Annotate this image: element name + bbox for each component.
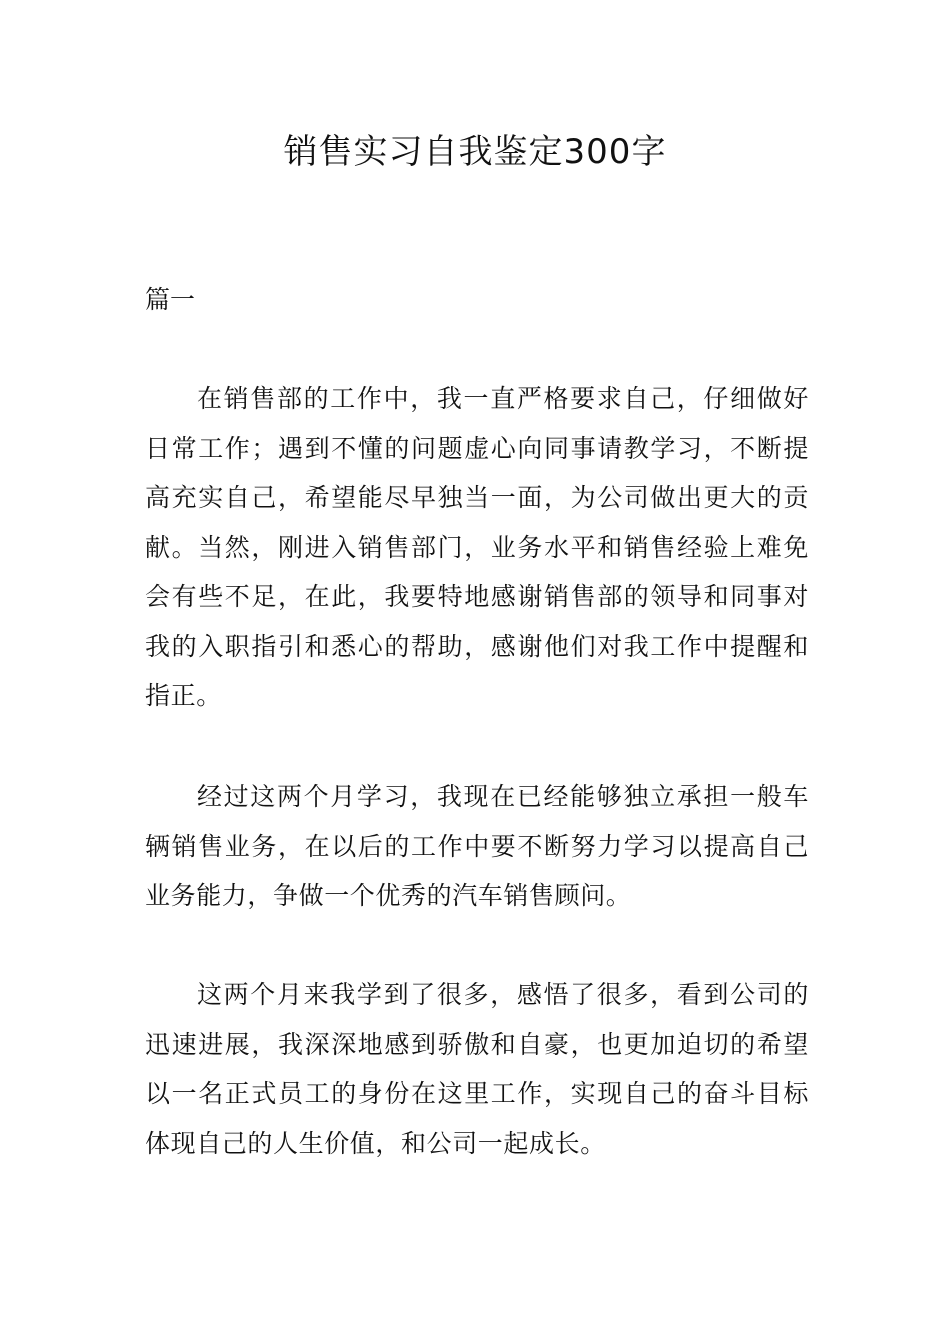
document-title: 销售实习自我鉴定300字 — [283, 132, 667, 172]
paragraph-1: 在销售部的工作中，我一直严格要求自己，仔细做好日常工作；遇到不懂的问题虚心向同事请教学习，不断提高充实自己，希望能尽早独当一面，为公司做出更大的贡献。当然，刚进入销售部门，业务水平和销售经验上难免会有些不足，在此，我要特地感谢销售部的领导和同事对我的入职指引和悉心的帮助，感谢他们对我工作中提醒和指正。 — [145, 384, 809, 710]
paragraph-2: 经过这两个月学习，我现在已经能够独立承担一般车辆销售业务，在以后的工作中要不断努力学习以提高自己业务能力，争做一个优秀的汽车销售顾问。 — [145, 782, 809, 910]
paragraph-3: 这两个月来我学到了很多，感悟了很多，看到公司的迅速进展，我深深地感到骄傲和自豪，也更加迫切的希望以一名正式员工的身份在这里工作，实现自己的奋斗目标体现自己的人生价值，和公司一起成长。 — [145, 980, 809, 1158]
section-label: 篇一 — [145, 285, 196, 314]
